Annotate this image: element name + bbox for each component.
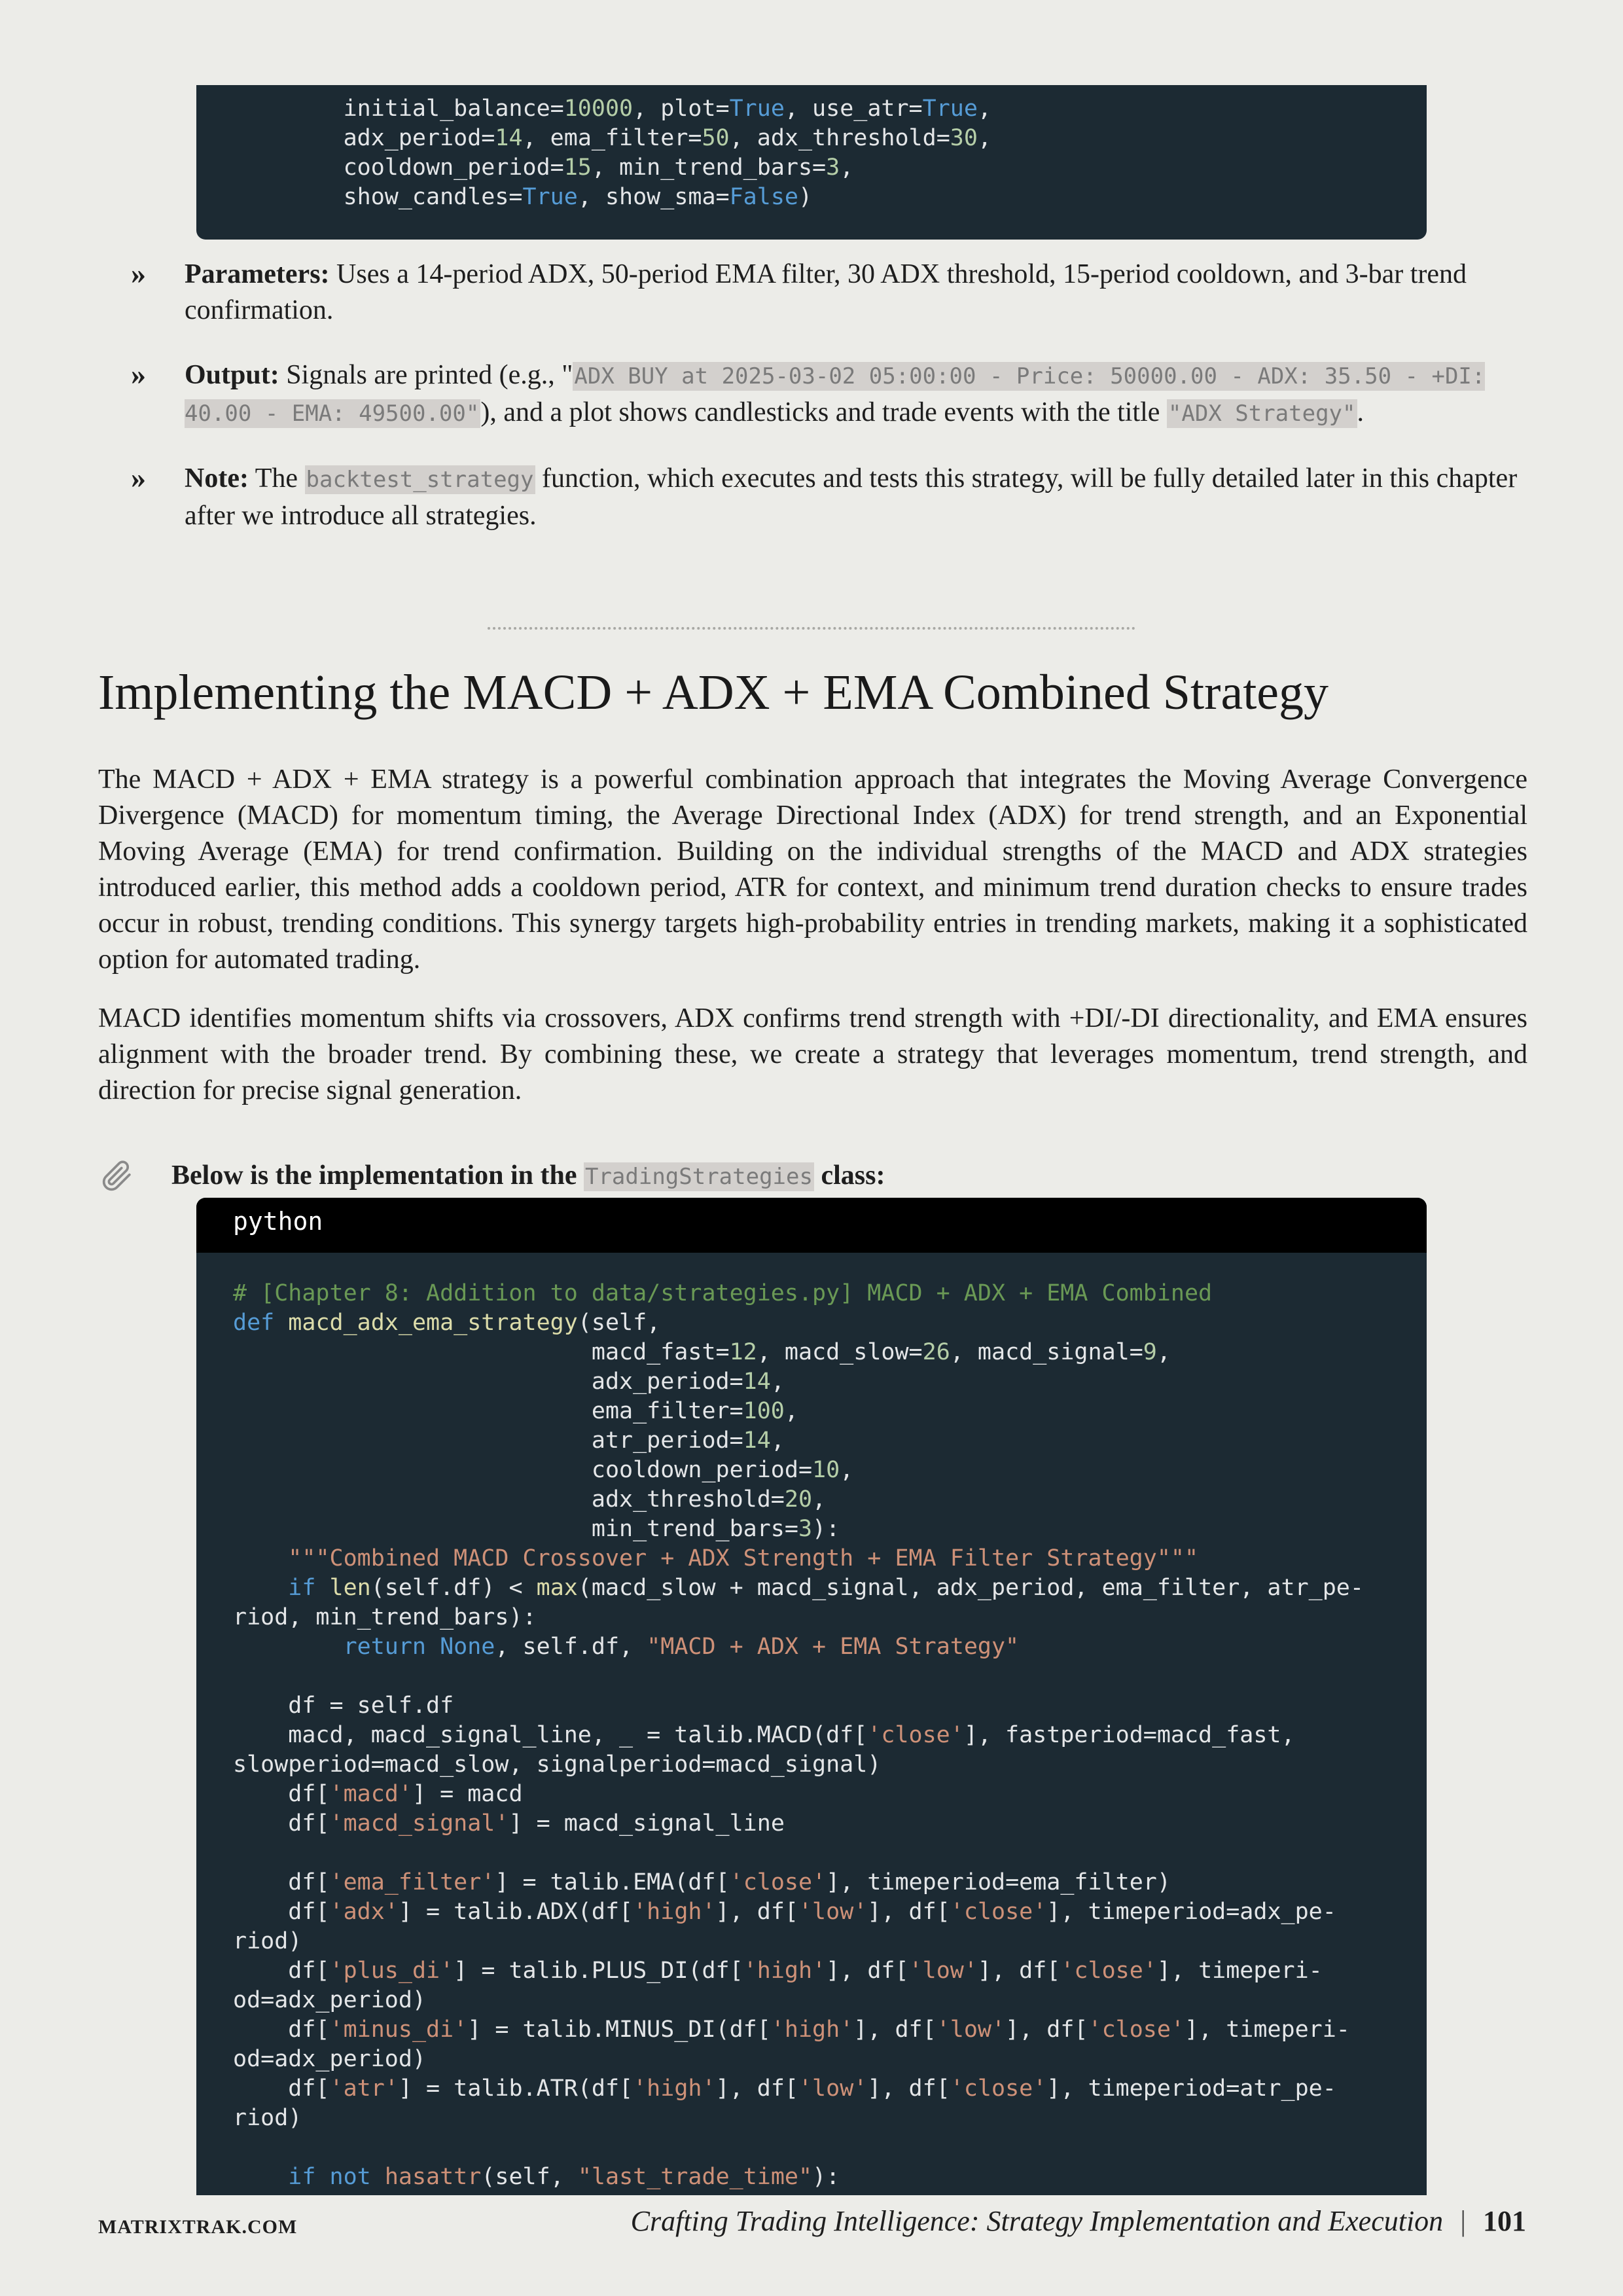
code-token: ) [798, 184, 813, 210]
code-line [233, 2104, 1427, 2133]
code-token: (self.df) < [370, 1575, 537, 1601]
bullet-list [131, 257, 1531, 563]
code-token: slowperiod=macd_slow, signalperiod=macd_signal) [233, 1751, 882, 1778]
code-line [233, 1809, 1427, 1839]
code-token: 'close' [867, 1722, 964, 1748]
code-line [233, 1397, 1427, 1426]
bullet-label: Note: [185, 463, 249, 493]
code-token: ema_filter= [233, 1398, 743, 1424]
code-token: ], df[ [826, 1958, 909, 1984]
code-token: 'high' [743, 1958, 827, 1984]
code-token: cooldown_period= [233, 154, 564, 181]
code-token: 'plus_di' [329, 1958, 454, 1984]
code-line [233, 183, 1427, 212]
inline-code-signal-example: ADX BUY at 2025-03-02 05:00:00 - Price: 50000.00 - ADX: 35.50 - +DI: 40.00 - EMA: 49500.00" [185, 363, 1486, 427]
code-token: ], fastperiod=macd_fast, [963, 1722, 1295, 1748]
code-token: ], timeperi- [1156, 1958, 1323, 1984]
code-token: 'close' [729, 1869, 827, 1895]
code-token: riod) [233, 1928, 302, 1954]
code-line [233, 1279, 1427, 1308]
code-line [233, 2133, 1427, 2162]
code-token: 'low' [936, 2017, 1006, 2043]
section-heading: Implementing the MACD + ADX + EMA Combined Strategy [98, 665, 1329, 720]
code-caption-row [98, 1156, 1538, 1195]
code-token: , adx_threshold= [729, 125, 950, 151]
code-token: True [922, 96, 978, 122]
code-token: 14 [495, 125, 523, 151]
code-line [233, 1544, 1427, 1573]
bullet-text: Uses a 14-period ADX, 50-period EMA filter, 30 ADX threshold, 15-period cooldown, and 3-bar trend confirmation. [185, 259, 1467, 325]
code-token: df[ [233, 2075, 330, 2102]
code-token: 'high' [633, 2075, 716, 2102]
code-token: (macd_slow + macd_signal, adx_period, ema_filter, atr_pe- [577, 1575, 1364, 1601]
code-line [233, 1750, 1427, 1780]
code-token: df[ [233, 1958, 330, 1984]
code-line [233, 1986, 1427, 2015]
code-token: # [Chapter 8: Addition to data/strategies.py] MACD + ADX + EMA Combined [233, 1280, 1213, 1306]
code-line [233, 2162, 1427, 2192]
inline-code-plot-title: "ADX Strategy" [1168, 401, 1356, 427]
code-line [233, 2015, 1427, 2045]
code-line [233, 1456, 1427, 1485]
code-line [233, 1897, 1427, 1927]
code-token: , [812, 1486, 827, 1513]
code-token: initial_balance= [233, 96, 564, 122]
bullet-label: Parameters: [185, 259, 330, 289]
code-block-continuation [196, 85, 1427, 240]
footer-site: MATRIXTRAK.COM [98, 2216, 298, 2238]
code-token: 'low' [798, 2075, 868, 2102]
code-token: ): [812, 1516, 840, 1542]
bullet-output [131, 357, 1531, 432]
code-token: ], df[ [867, 1899, 950, 1925]
inline-code-class-name: TradingStrategies [584, 1164, 813, 1190]
code-token: 'macd' [329, 1781, 412, 1807]
code-token: 10000 [563, 96, 633, 122]
code-token: def [233, 1310, 275, 1336]
code-token: (self, [577, 1310, 661, 1336]
caption-text: Below is the implementation in the [171, 1160, 584, 1191]
code-token [315, 1575, 329, 1601]
code-caption [171, 1156, 885, 1196]
code-token: , [840, 154, 854, 181]
code-line [233, 1573, 1427, 1603]
code-token: df = self.df [233, 1693, 454, 1719]
bullet-marker: » [131, 357, 146, 391]
code-token: None [440, 1634, 495, 1660]
code-token [233, 1575, 288, 1601]
code-token: 30 [950, 125, 978, 151]
code-token: , macd_slow= [757, 1339, 923, 1365]
footer-book-title: Crafting Trading Intelligence: Strategy Implementation and Execution [630, 2205, 1444, 2237]
code-token: 'high' [770, 2017, 854, 2043]
code-token: riod, min_trend_bars): [233, 1604, 537, 1630]
paragraph-overview: MACD identifies momentum shifts via crossovers, ADX confirms trend strength with +DI/-DI directionality, and EMA ensures alignment with the broader trend. By combining these, we create a strategy that leverages momentum, trend strength, and direction for precise signal generation. [98, 1003, 1527, 1105]
code-line [233, 2045, 1427, 2074]
bullet-note [131, 461, 1531, 534]
code-token: macd_adx_ema_strategy [288, 1310, 578, 1336]
code-token: ], df[ [867, 2075, 950, 2102]
code-token: , plot= [633, 96, 730, 122]
code-token: 10 [812, 1457, 840, 1483]
page-number: 101 [1483, 2205, 1526, 2237]
code-token: if [288, 1575, 316, 1601]
code-language-label: python [196, 1198, 1427, 1253]
bullet-marker: » [131, 461, 146, 494]
code-token: show_candles= [233, 184, 523, 210]
code-line [233, 1662, 1427, 1691]
code-token: 'macd_signal' [329, 1810, 509, 1837]
bullet-text: ), and a plot shows candlesticks and trade events with the title [480, 397, 1167, 427]
code-token: , [977, 125, 992, 151]
footer-separator: | [1460, 2205, 1466, 2237]
code-token: ], df[ [853, 2017, 936, 2043]
bullet-marker: » [131, 257, 146, 290]
code-token: , [977, 96, 991, 122]
code-token: hasattr [384, 2164, 482, 2190]
code-line [233, 1485, 1427, 1515]
code-token: (self, [481, 2164, 578, 2190]
code-line [233, 1956, 1427, 1986]
code-token: , [1156, 1339, 1171, 1365]
code-token: return [343, 1634, 427, 1660]
code-token: ] = talib.PLUS_DI(df[ [454, 1958, 743, 1984]
paragraph-intro: The MACD + ADX + EMA strategy is a powerful combination approach that integrates the Moving Average Convergence Divergence (MACD) for momentum timing, the Average Directional Index (ADX) for trend strength, and an Exponential Moving Average (EMA) for trend confirmation. Building on the individual strengths of the MACD and ADX strategies introduced earlier, this method adds a cooldown period, ATR for context, and minimum trend duration checks to ensure trades occur in robust, trending conditions. This synergy targets high-probability entries in trending markets, making it a sophisticated option for automated trading. [98, 764, 1527, 975]
code-line [233, 1308, 1427, 1338]
code-token: 'close' [950, 2075, 1047, 2102]
code-token: 12 [729, 1339, 757, 1365]
code-token [233, 1545, 288, 1571]
code-token: adx_threshold= [233, 1486, 785, 1513]
code-token: "last_trade_time" [577, 2164, 813, 2190]
code-token: 15 [563, 154, 592, 181]
code-token: ], timeperiod=ema_filter) [826, 1869, 1171, 1895]
code-token: ] = talib.EMA(df[ [495, 1869, 730, 1895]
code-token [233, 1634, 344, 1660]
code-token: , [770, 1369, 785, 1395]
code-token: 9 [1143, 1339, 1157, 1365]
code-line [233, 1367, 1427, 1397]
bullet-text: The [248, 463, 305, 493]
code-token: 'minus_di' [329, 2017, 468, 2043]
code-token: cooldown_period= [233, 1457, 813, 1483]
code-line [233, 94, 1427, 124]
bullet-label: Output: [185, 360, 279, 390]
code-token: 'adx' [329, 1899, 399, 1925]
code-token: ): [812, 2164, 840, 2190]
code-token: False [729, 184, 798, 210]
code-token: 14 [743, 1427, 771, 1454]
code-lines [196, 1253, 1427, 2192]
code-token: ] = macd [412, 1781, 523, 1807]
code-token: df[ [233, 1869, 330, 1895]
code-token: , show_sma= [577, 184, 730, 210]
code-token: , use_atr= [784, 96, 923, 122]
code-token: riod) [233, 2105, 302, 2131]
code-token: macd_fast= [233, 1339, 730, 1365]
code-token: od=adx_period) [233, 2046, 427, 2072]
code-token: 'low' [908, 1958, 978, 1984]
bullet-text: . [1357, 397, 1364, 427]
code-token: 100 [743, 1398, 785, 1424]
code-token: ] = talib.ATR(df[ [398, 2075, 633, 2102]
code-token: macd, macd_signal_line, _ = talib.MACD(df[ [233, 1722, 868, 1748]
code-token: max [536, 1575, 578, 1601]
code-block-main [196, 1198, 1427, 2195]
code-token [315, 2164, 329, 2190]
code-token: 'close' [1088, 2017, 1185, 2043]
code-token [233, 2164, 288, 2190]
code-token: adx_period= [233, 1369, 743, 1395]
code-line [233, 2074, 1427, 2104]
code-token: df[ [233, 1781, 330, 1807]
code-line [233, 124, 1427, 153]
code-token: df[ [233, 2017, 330, 2043]
code-line [233, 1338, 1427, 1367]
code-token: 26 [922, 1339, 950, 1365]
code-token: adx_period= [233, 125, 495, 151]
code-token: atr_period= [233, 1427, 743, 1454]
code-token: 'low' [798, 1899, 868, 1925]
code-token: if [288, 2164, 316, 2190]
code-token: , [840, 1457, 854, 1483]
code-line [233, 1927, 1427, 1956]
code-line [233, 1780, 1427, 1809]
footer-running-title [631, 2204, 1526, 2238]
code-token [426, 1634, 440, 1660]
code-token [371, 2164, 385, 2190]
code-token: df[ [233, 1810, 330, 1837]
code-token: True [729, 96, 785, 122]
code-token: ], timeperi- [1185, 2017, 1350, 2043]
code-line [233, 1603, 1427, 1632]
code-token: 3 [826, 154, 840, 181]
section-divider [488, 627, 1135, 630]
code-token: 'high' [633, 1899, 716, 1925]
code-token: 20 [784, 1486, 813, 1513]
code-token: not [329, 2164, 371, 2190]
code-token: 14 [743, 1369, 771, 1395]
code-token: od=adx_period) [233, 1987, 427, 2013]
code-token: ], timeperiod=adx_pe- [1046, 1899, 1336, 1925]
code-token: """Combined MACD Crossover + ADX Strength + EMA Filter Strategy""" [288, 1545, 1199, 1571]
code-token: min_trend_bars= [233, 1516, 798, 1542]
code-line [233, 1721, 1427, 1750]
code-line [233, 153, 1427, 183]
bullet-text: function, which executes and tests this strategy, will be fully detailed later in this chapter after we introduce all strategies. [185, 463, 1518, 531]
code-line [233, 1691, 1427, 1721]
paperclip-icon [98, 1157, 135, 1194]
code-token: , [784, 1398, 798, 1424]
code-line [233, 1632, 1427, 1662]
code-token: 'atr' [329, 2075, 399, 2102]
code-token: ] = talib.MINUS_DI(df[ [467, 2017, 771, 2043]
bullet-parameters [131, 257, 1531, 329]
code-line [233, 1839, 1427, 1868]
code-token: ] = talib.ADX(df[ [398, 1899, 633, 1925]
code-token: , ema_filter= [522, 125, 702, 151]
inline-code-function-name: backtest_strategy [306, 467, 534, 493]
code-token: ], df[ [715, 1899, 798, 1925]
bullet-text: Signals are printed (e.g., " [279, 360, 573, 390]
code-token: 3 [798, 1516, 813, 1542]
code-token: 'ema_filter' [329, 1869, 495, 1895]
code-token: 'close' [950, 1899, 1047, 1925]
code-token: df[ [233, 1899, 330, 1925]
code-lines [233, 94, 1427, 212]
code-token: True [522, 184, 578, 210]
code-line [233, 1426, 1427, 1456]
code-token: ], timeperiod=atr_pe- [1046, 2075, 1336, 2102]
code-token: 'close' [1060, 1958, 1157, 1984]
code-token: ], df[ [1005, 2017, 1088, 2043]
code-token: "MACD + ADX + EMA Strategy" [647, 1634, 1020, 1660]
code-line [233, 1868, 1427, 1897]
code-token: ], df[ [977, 1958, 1061, 1984]
code-line [233, 1515, 1427, 1544]
caption-text: class: [813, 1160, 885, 1191]
code-token: , macd_signal= [950, 1339, 1143, 1365]
code-token: , min_trend_bars= [591, 154, 827, 181]
code-token [274, 1310, 288, 1336]
code-token: ] = macd_signal_line [508, 1810, 785, 1837]
code-token: ], df[ [715, 2075, 798, 2102]
code-token: 50 [702, 125, 730, 151]
code-token: , self.df, [495, 1634, 647, 1660]
code-token: , [770, 1427, 785, 1454]
code-token: len [329, 1575, 371, 1601]
